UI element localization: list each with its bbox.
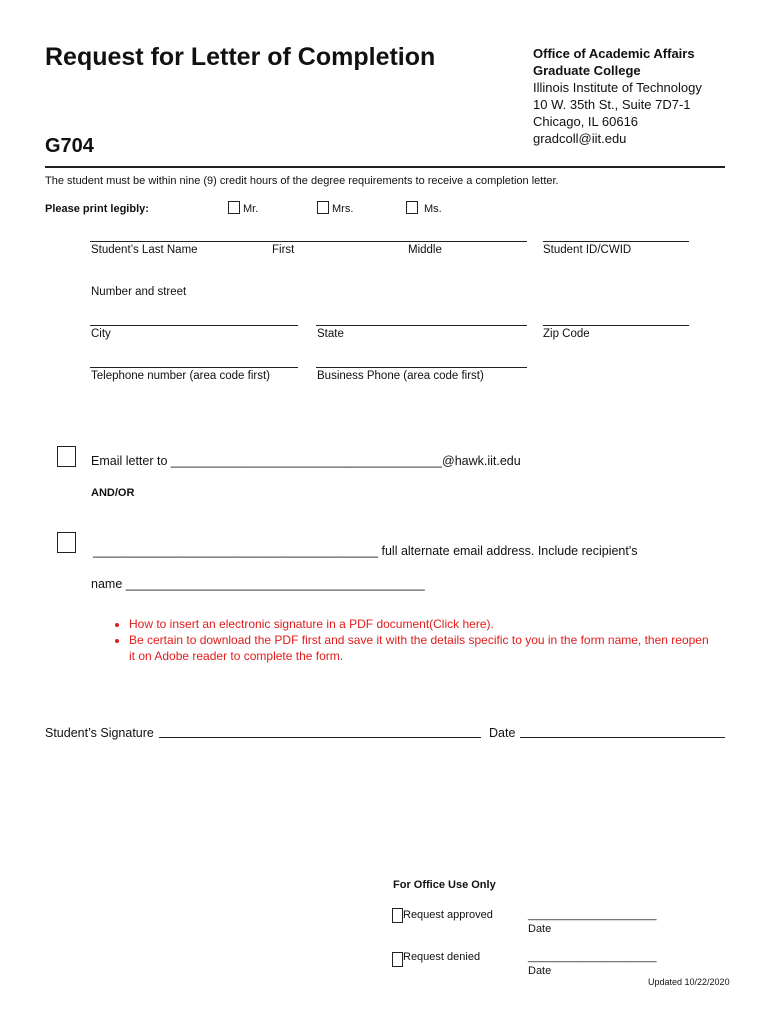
office-use-heading: For Office Use Only [393, 879, 496, 891]
middle-name-label: Middle [408, 244, 442, 256]
header-divider [45, 166, 725, 168]
approved-label: Request approved [403, 909, 493, 921]
updated-stamp: Updated 10/22/2020 [648, 977, 730, 987]
signature-date-label: Date [489, 726, 516, 740]
office-city: Chicago, IL 60616 [533, 114, 639, 129]
state-field-line[interactable] [316, 325, 527, 326]
mrs-label: Mrs. [332, 203, 354, 215]
approved-date-line: _____________________ [528, 909, 657, 921]
ms-checkbox[interactable] [406, 201, 418, 214]
state-label: State [317, 328, 344, 340]
first-name-label: First [272, 244, 295, 256]
approved-date-label: Date [528, 923, 552, 935]
signature-field-line[interactable] [159, 737, 481, 738]
intro-text: The student must be within nine (9) credit hours of the degree requirements to receive a completion letter. [45, 175, 559, 187]
office-street: 10 W. 35th St., Suite 7D7-1 [533, 97, 691, 112]
download-note: • Be certain to download the PDF first and save it with the details specific to you in the form name, then reopen it on Adobe reader to complete the form. [129, 632, 711, 664]
student-id-field-line[interactable] [543, 241, 689, 242]
business-phone-field-line[interactable] [316, 367, 527, 368]
office-email: gradcoll@iit.edu [533, 131, 627, 146]
denied-date-line: _____________________ [528, 951, 657, 963]
signature-label: Student’s Signature [45, 726, 154, 740]
alternate-email-checkbox[interactable] [57, 532, 76, 553]
recipient-name-line: name ___________________________________________ [91, 577, 425, 591]
mr-checkbox[interactable] [228, 201, 240, 214]
instructions-list [111, 616, 711, 664]
office-address [533, 45, 702, 147]
print-legibly-label: Please print legibly: [45, 203, 149, 215]
last-name-label: Student’s Last Name [91, 244, 198, 256]
approved-checkbox[interactable] [392, 908, 403, 923]
denied-checkbox[interactable] [392, 952, 403, 967]
signature-help-link[interactable]: • How to insert an electronic signature in a PDF document(Click here). [129, 616, 711, 632]
street-label: Number and street [91, 286, 187, 298]
student-id-label: Student ID/CWID [543, 244, 632, 256]
city-field-line[interactable] [90, 325, 298, 326]
city-label: City [91, 328, 111, 340]
denied-label: Request denied [403, 951, 481, 963]
signature-date-field-line[interactable] [520, 737, 725, 738]
office-name: Office of Academic Affairs [533, 46, 695, 61]
zip-label: Zip Code [543, 328, 590, 340]
ms-label: Ms. [424, 203, 442, 215]
telephone-field-line[interactable] [90, 367, 298, 368]
telephone-label: Telephone number (area code first) [91, 370, 270, 382]
business-phone-label: Business Phone (area code first) [317, 370, 484, 382]
page-title: Request for Letter of Completion [45, 43, 436, 71]
office-institute: Illinois Institute of Technology [533, 80, 702, 95]
form-id: G704 [45, 135, 94, 157]
and-or-label: AND/OR [91, 487, 135, 499]
mr-label: Mr. [243, 203, 259, 215]
hawk-email-line: Email letter to _______________________________________@hawk.iit.edu [91, 454, 521, 468]
name-field-line[interactable] [90, 241, 527, 242]
alternate-email-line: _________________________________________ full alternate email address. Include recipient's [93, 544, 638, 558]
hawk-email-checkbox[interactable] [57, 446, 76, 467]
denied-date-label: Date [528, 965, 552, 977]
zip-field-line[interactable] [543, 325, 689, 326]
mrs-checkbox[interactable] [317, 201, 329, 214]
office-college: Graduate College [533, 63, 641, 78]
